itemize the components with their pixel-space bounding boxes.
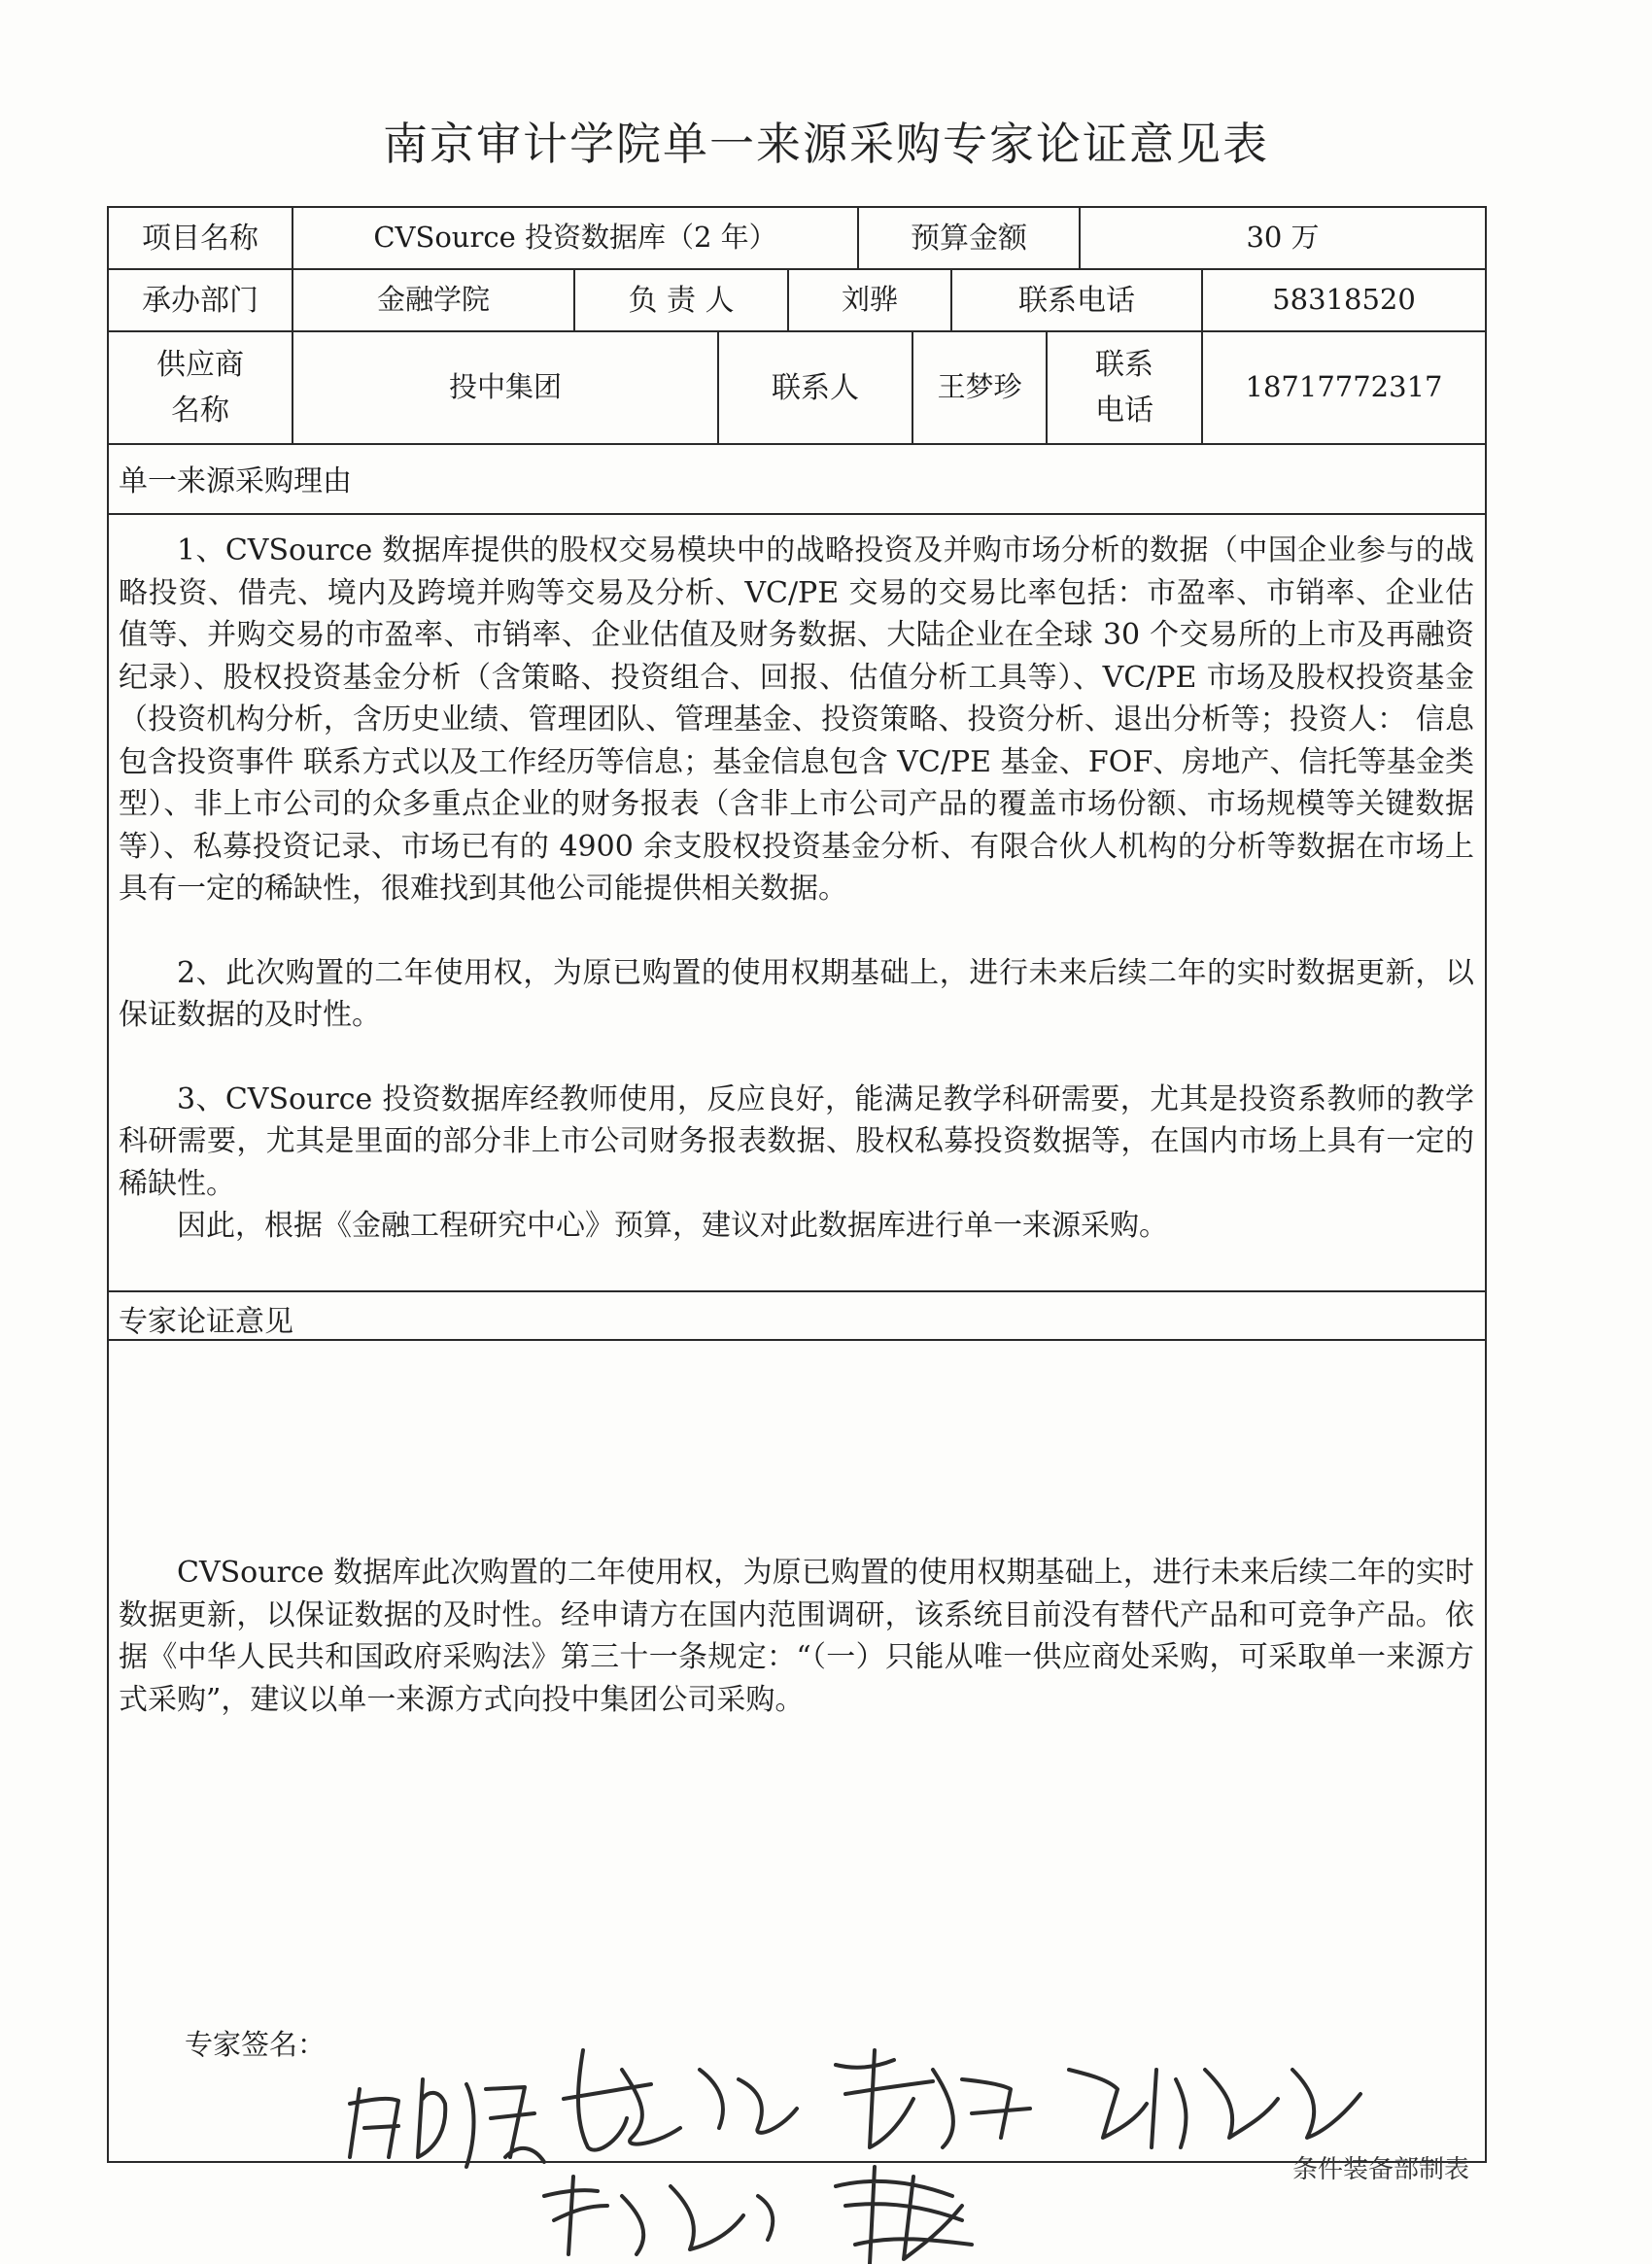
department-phone-label: 联系电话 (1018, 283, 1135, 318)
budget-label: 预算金额 (911, 221, 1027, 256)
opinion-heading: 专家论证意见 (119, 1305, 293, 1339)
expert-signature-label: 专家签名： (185, 2028, 327, 2061)
supplier-phone-label-line1: 联系 (1095, 348, 1153, 382)
supplier-contact-label: 联系人 (772, 370, 859, 405)
supplier-name-label-line2: 名称 (171, 394, 229, 428)
handwritten-signatures (330, 2011, 1497, 2264)
owner-value: 刘骅 (841, 283, 898, 317)
opinion-body (119, 1552, 1474, 1721)
department-label: 承办部门 (142, 283, 258, 318)
project-name-label: 项目名称 (142, 221, 258, 256)
supplier-phone-value: 18717772317 (1245, 370, 1443, 404)
footer-maker: 条件装备部制表 (1292, 2155, 1470, 2184)
reason-heading: 单一来源采购理由 (119, 464, 352, 498)
supplier-phone-label-line2: 电话 (1095, 394, 1153, 428)
reason-body (119, 530, 1474, 1248)
reason-paragraph-2: 2、此次购置的二年使用权，为原已购置的使用权期基础上，进行未来后续二年的实时数据更新，以保证数据的及时性。 (119, 955, 1474, 1032)
department-phone-value: 58318520 (1272, 283, 1416, 317)
form-title: 南京审计学院单一来源采购专家论证意见表 (383, 118, 1269, 170)
reason-paragraph-4: 因此，根据《金融工程研究中心》预算，建议对此数据库进行单一来源采购。 (177, 1209, 1168, 1243)
supplier-name-label-line1: 供应商 (156, 348, 244, 382)
department-value: 金融学院 (376, 283, 490, 317)
supplier-name-value: 投中集团 (448, 370, 562, 404)
supplier-phone-label (1048, 332, 1201, 443)
reason-paragraph-1: 1、CVSource 数据库提供的股权交易模块中的战略投资及并购市场分析的数据（中国企业参与的战略投资、借壳、境内及跨境并购等交易及分析、VC/PE 交易的交易比率包括：市盈率、市销率、企业估值等、并购交易的市盈率、市销率、企业估值及财务数据、大陆企业在全球 30 个交易所的上市及再融资纪录）、股权投资基金分析（含策略、投资组合、回报、估值分析工具等）、VC/PE 市场及股权投资基金（投资机构分析，含历史业绩、管理团队、管理基金、投资策略、投资分析、退出分析等；投资人： 信息包含投资事件 联系方式以及工作经历等信息；基金信息包含 VC/PE 基金、FOF、房地产、信托等基金类型）、非上市公司的众多重点企业的财务报表（含非上市公司产品的覆盖市场份额、市场规模等关键数据等）、私募投资记录、市场已有的 4900 余支股权投资基金分析、有限合伙人机构的分析等数据在市场上具有一定的稀缺性，很难找到其他公司能提供相关数据。 (119, 533, 1474, 906)
owner-label: 负 责 人 (628, 283, 735, 318)
supplier-contact-value: 王梦珍 (937, 370, 1022, 404)
supplier-name-label (109, 332, 292, 443)
budget-value: 30 万 (1246, 221, 1320, 255)
project-name-value: CVSource 投资数据库（2 年） (373, 221, 777, 255)
reason-paragraph-3: 3、CVSource 投资数据库经教师使用，反应良好，能满足教学科研需要，尤其是投资系教师的教学科研需要，尤其是里面的部分非上市公司财务报表数据、股权私募投资数据等，在国内市场上具有一定的稀缺性。 (119, 1081, 1474, 1201)
opinion-paragraph: CVSource 数据库此次购置的二年使用权，为原已购置的使用权期基础上，进行未来后续二年的实时数据更新，以保证数据的及时性。经申请方在国内范围调研，该系统目前没有替代产品和可竞争产品。依据《中华人民共和国政府采购法》第三十一条规定：“（一）只能从唯一供应商处采购，可采取单一来源方式采购”，建议以单一来源方式向投中集团公司采购。 (119, 1556, 1474, 1717)
